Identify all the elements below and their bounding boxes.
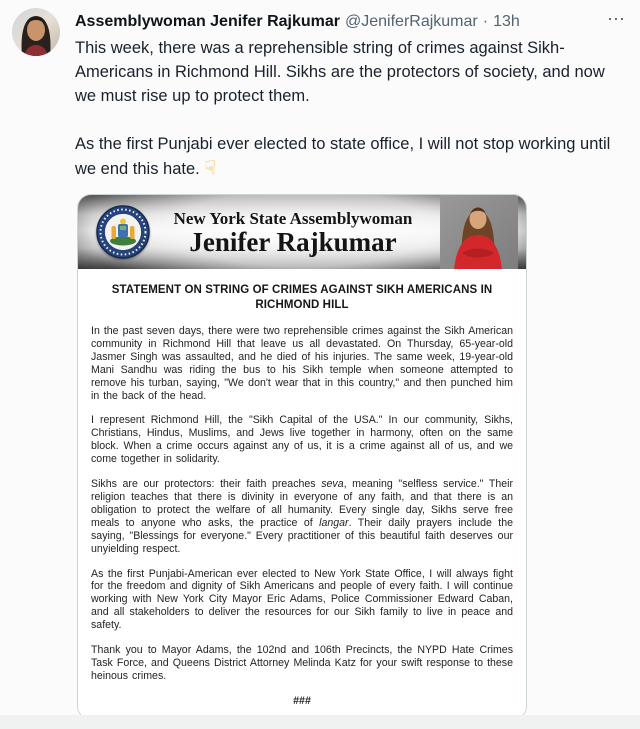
author-handle[interactable]: @JeniferRajkumar bbox=[345, 13, 478, 30]
tweet-paragraph-1: This week, there was a reprehensible string of crimes against Sikh-Americans in Richmond Hill. Sikhs are the protectors of society, and now we must rise up to protect them. bbox=[75, 39, 605, 105]
statement-image-card[interactable] bbox=[77, 194, 527, 720]
banner-office-line: New York State Assemblywoman bbox=[173, 208, 413, 228]
statement-paragraph-3 bbox=[91, 478, 513, 555]
tweet-paragraph-2-text: As the first Punjabi ever elected to state office, I will not stop working until we end this hate. bbox=[75, 135, 611, 178]
header-separator: · bbox=[482, 13, 489, 30]
statement-term-langar: langar bbox=[319, 516, 349, 529]
bottom-divider bbox=[0, 715, 640, 729]
banner-text bbox=[150, 209, 440, 256]
tweet-paragraph-2 bbox=[75, 132, 628, 181]
statement-title: STATEMENT ON STRING OF CRIMES AGAINST SIKH AMERICANS IN RICHMOND HILL bbox=[111, 284, 493, 311]
author-name[interactable]: Assemblywoman Jenifer Rajkumar bbox=[75, 13, 340, 30]
statement-paragraph-2: I represent Richmond Hill, the "Sikh Capital of the USA." In our community, Sikhs, Christians, Hindus, Muslims, and Jews live together in harmony, often on the same block. When a crime occurs against any of us, it is a crime against all of us, and we come together in solidarity. bbox=[91, 414, 513, 466]
tweet-text bbox=[75, 36, 628, 181]
statement-paragraph-1: In the past seven days, there were two reprehensible crimes against the Sikh American community in Richmond Hill that leave us all devastated. On Thursday, 65-year-old Jasmer Singh was assaulted, and he died of his injuries. The same week, 19-year-old Mani Sandhu was riding the bus to his Sikh temple when someone attempted to remove his turban, saying, "We don't wear that in this country," and then punched him in the back of the head. bbox=[91, 325, 513, 402]
statement-end-mark: ### bbox=[293, 694, 311, 707]
statement-body bbox=[78, 269, 526, 719]
statement-paragraph-5: Thank you to Mayor Adams, the 102nd and 106th Precincts, the NYPD Hate Crimes Task Force, and Queens District Attorney Melinda Katz for your swift response to these heinous crimes. bbox=[91, 644, 513, 682]
statement-banner bbox=[78, 195, 526, 269]
tweet-header bbox=[75, 8, 628, 32]
statement-term-seva: seva bbox=[321, 478, 344, 491]
avatar-portrait bbox=[12, 8, 60, 56]
statement-paragraph-3-b: , meaning "selfless service." Their religion teaches that there is divinity in everyone of any faith, and that there is an obligation to protect the welfare of all humanity. Every single day, Sikhs serve free meals to anyone who asks, the practice of bbox=[91, 478, 513, 529]
banner-name-line: Jenifer Rajkumar bbox=[189, 226, 397, 257]
ny-state-seal-icon bbox=[96, 205, 150, 259]
point-down-icon: ☟ bbox=[204, 157, 216, 179]
statement-paragraph-3-c: . Their daily prayers include the saying, "Blessings for everyone." Every practitioner of this beautiful faith deserves our unyielding respect. bbox=[91, 516, 514, 555]
assemblywoman-photo bbox=[440, 195, 518, 269]
avatar[interactable] bbox=[12, 8, 60, 56]
timestamp[interactable]: 13h bbox=[493, 13, 520, 30]
statement-paragraph-4: As the first Punjabi-American ever elected to New York State Office, I will always fight for the freedom and dignity of Sikh Americans and people of every faith. I will continue working with New York City Mayor Eric Adams, Police Commissioner Edward Caban, and all stakeholders to deliver the resources for our Sikh family to live in peace and safety. bbox=[91, 567, 513, 632]
more-options-icon[interactable]: ⋯ bbox=[607, 9, 626, 29]
tweet-body bbox=[75, 8, 628, 720]
statement-paragraph-3-a: Sikhs are our protectors: their faith preaches bbox=[91, 478, 322, 491]
